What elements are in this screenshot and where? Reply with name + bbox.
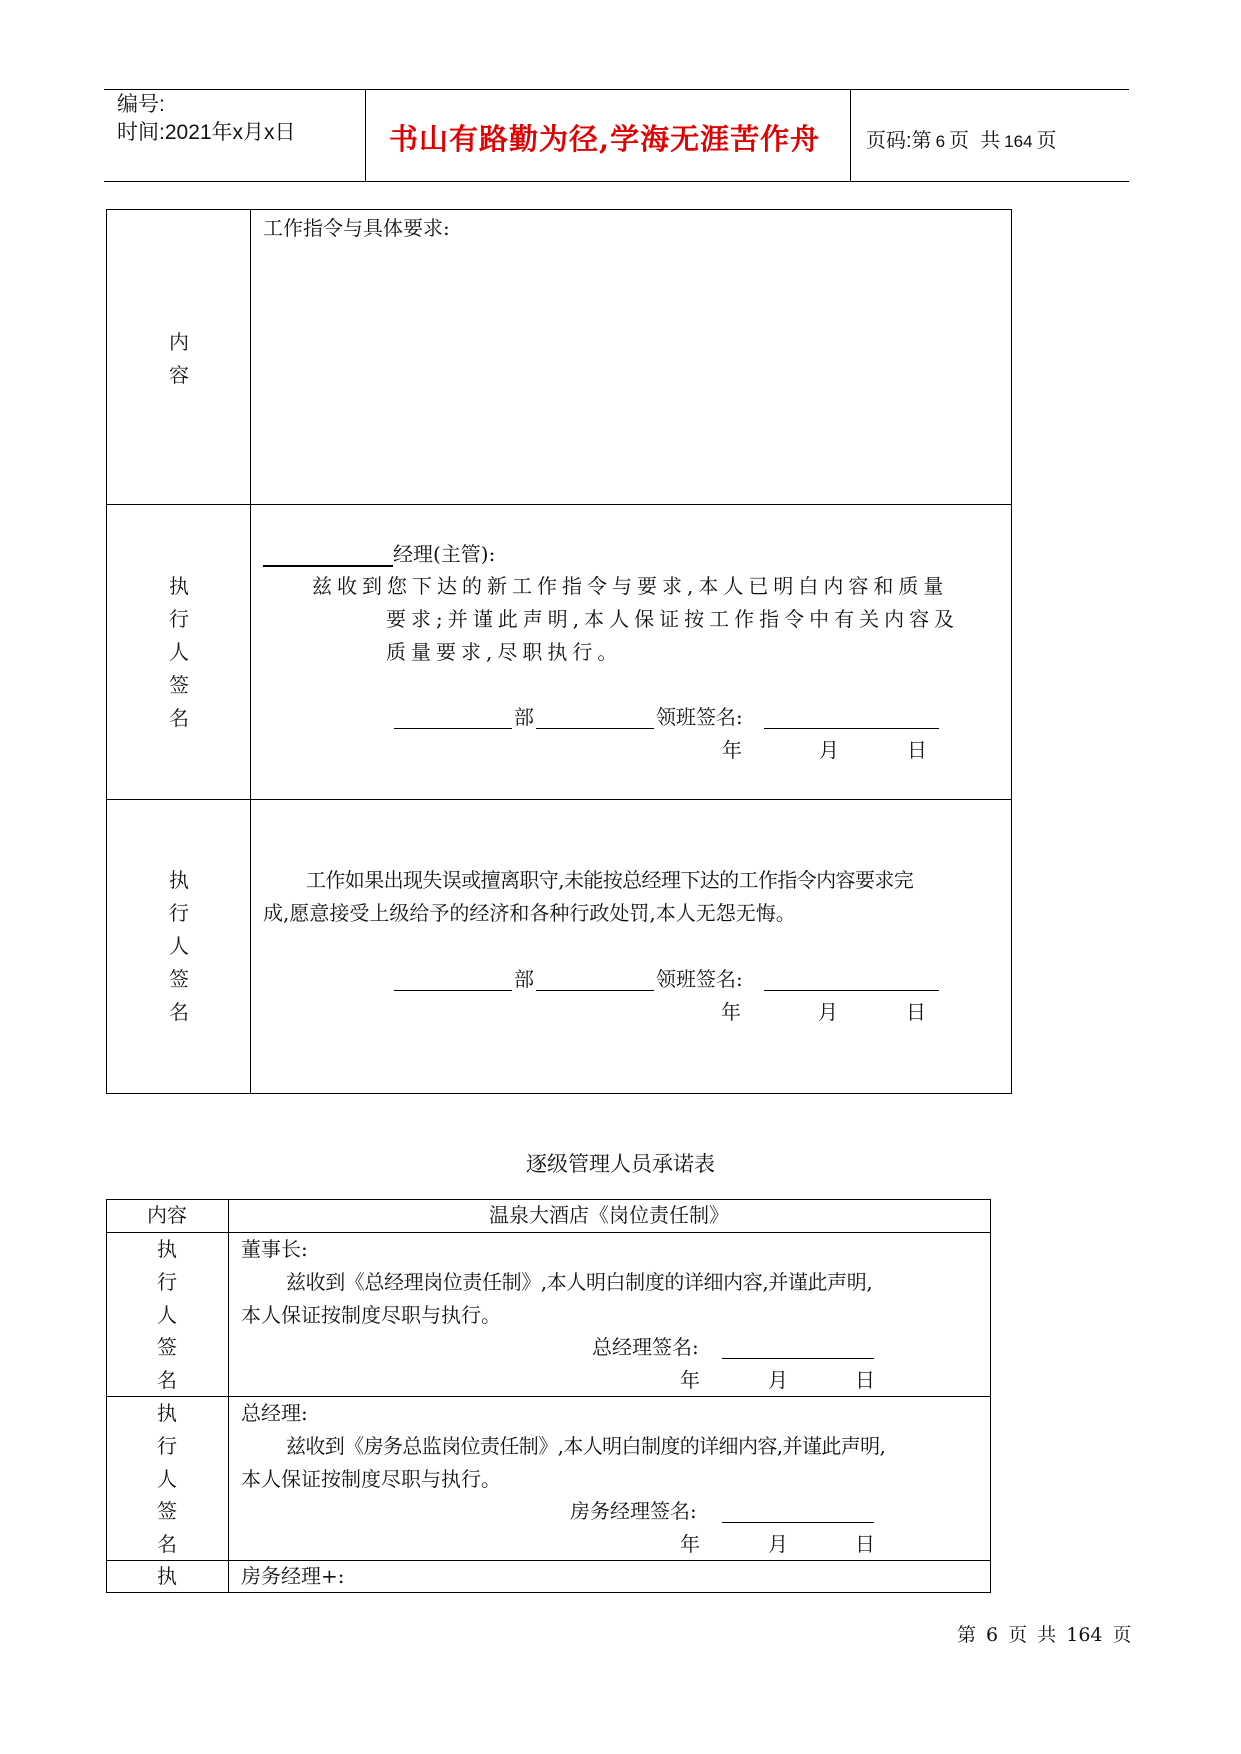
t2-header-system: 温泉大酒店《岗位责任制》: [489, 1203, 729, 1227]
t1-row2-dept: 部: [514, 705, 534, 729]
header-divider-2: [850, 89, 851, 182]
t1-row1-label: [164, 326, 194, 392]
t2-row2-label-char: 行: [157, 1433, 177, 1458]
t1-row3-dept-blank-2: [536, 990, 654, 991]
t1-row2-dept-blank-1: [394, 728, 512, 729]
t1-row2-sign-blank: [764, 728, 939, 729]
t2-row3-addressee: 房务经理+:: [241, 1564, 345, 1588]
page-number: 6: [935, 132, 946, 151]
t2-row2-label-char: 人: [157, 1466, 177, 1491]
t1-row3-day: 日: [906, 1000, 926, 1024]
t2-row2-day: 日: [855, 1532, 875, 1556]
t1-row2-label-char: 名: [169, 706, 189, 730]
t1-row1-label-char: 内: [169, 330, 189, 354]
header-motto: 书山有路勤为径,学海无涯苦作舟: [389, 122, 821, 156]
t2-row2-label-char: 执: [157, 1401, 177, 1425]
t2-rule-bottom: [106, 1592, 991, 1593]
t1-row2-label-char: 签: [169, 673, 189, 697]
t2-row2-label: [152, 1397, 182, 1561]
t1-row3-label-char: 人: [169, 934, 189, 958]
t1-row3-sign-blank: [764, 990, 939, 991]
t1-row2-dept-blank-2: [536, 728, 654, 729]
t2-header-content: 内容: [147, 1203, 187, 1227]
t2-row2-sign-blank: [722, 1522, 874, 1523]
t2-row1-day: 日: [855, 1368, 875, 1392]
t1-row3-label: [164, 864, 194, 1029]
t1-row2-label-char: 执: [169, 574, 189, 598]
t1-row2-line3: 质量要求,尽职执行。: [386, 640, 623, 664]
t2-row1-month: 月: [768, 1368, 788, 1392]
t1-row2-year: 年: [722, 738, 742, 762]
t2-row1-line2: 本人保证按制度尽职与执行。: [241, 1303, 501, 1327]
t1-row2-label-char: 行: [169, 607, 189, 631]
t2-row1-addressee: 董事长:: [241, 1237, 308, 1261]
t2-row2-line2: 本人保证按制度尽职与执行。: [241, 1467, 501, 1491]
t1-row3-dept: 部: [514, 967, 534, 991]
t2-row2-line1: 兹收到《房务总监岗位责任制》,本人明白制度的详细内容,并谨此声明,: [286, 1434, 886, 1458]
t2-row1-line1: 兹收到《总经理岗位责任制》,本人明白制度的详细内容,并谨此声明,: [286, 1270, 873, 1294]
t1-row1-text: 工作指令与具体要求:: [263, 216, 450, 240]
t1-row2-month: 月: [819, 738, 839, 762]
t2-rule-1: [106, 1232, 991, 1233]
t1-row3-dept-blank-1: [394, 990, 512, 991]
page-footer: 第 6 页 共 164 页: [957, 1624, 1132, 1646]
t1-row3-label-char: 名: [169, 1000, 189, 1024]
t1-row2-manager-label: 经理(主管):: [393, 542, 496, 566]
t1-row2-manager-blank: [263, 565, 393, 567]
t1-rule-2: [106, 799, 1012, 800]
t1-row3-year: 年: [721, 1000, 741, 1024]
t2-row1-label-char: 行: [157, 1269, 177, 1294]
t2-row1-label: [152, 1233, 182, 1397]
t2-row1-label-char: 执: [157, 1237, 177, 1261]
t1-row2-line2: 要求;并谨此声明,本人保证按工作指令中有关内容及: [386, 607, 960, 631]
t2-col-mid: [228, 1199, 229, 1593]
t1-rule-top: [106, 209, 1012, 210]
page-prefix: 页码:第: [866, 130, 932, 152]
t1-row2-label: [164, 570, 194, 735]
t2-row3-label: 执: [157, 1564, 177, 1588]
t2-row2-addressee: 总经理:: [241, 1401, 308, 1425]
t2-row1-label-char: 签: [157, 1335, 177, 1360]
t1-row2-line1: 兹收到您下达的新工作指令与要求,本人已明白内容和质量: [312, 574, 949, 598]
t1-row2-day: 日: [907, 738, 927, 762]
commitment-table-title: 逐级管理人员承诺表: [526, 1152, 715, 1176]
header-serial-label: 编号:: [117, 93, 165, 116]
page-total: 164: [1004, 132, 1033, 151]
page-suffix: 页: [1036, 130, 1057, 152]
header-divider-1: [365, 89, 366, 182]
header-top-rule: [104, 89, 1129, 90]
t2-col-right: [990, 1199, 991, 1593]
t2-row2-year: 年: [680, 1532, 700, 1556]
t1-row2-leader-sign: 领班签名:: [656, 705, 743, 729]
t1-col-mid: [250, 209, 251, 1094]
header-bottom-rule: [104, 181, 1129, 182]
t1-col-left: [106, 209, 107, 1094]
t1-row3-label-char: 行: [169, 901, 189, 925]
t1-row3-label-char: 执: [169, 868, 189, 892]
t2-row1-year: 年: [680, 1368, 700, 1392]
t1-col-right: [1011, 209, 1012, 1094]
t1-row3-month: 月: [818, 1000, 838, 1024]
page-mid: 页 共: [949, 130, 1001, 152]
t2-row2-label-char: 签: [157, 1499, 177, 1524]
t1-rule-1: [106, 504, 1012, 505]
header-time-label: 时间:2021年x月x日: [117, 121, 296, 144]
t2-row1-sign-blank: [722, 1358, 874, 1359]
t1-row1-label-char: 容: [169, 363, 189, 387]
t1-rule-bottom: [106, 1093, 1012, 1094]
t1-row3-leader-sign: 领班签名:: [656, 967, 743, 991]
t2-row2-month: 月: [768, 1532, 788, 1556]
t1-row3-label-char: 签: [169, 967, 189, 991]
t2-row2-sign: 房务经理签名:: [570, 1499, 697, 1523]
t2-row1-sign: 总经理签名:: [592, 1335, 699, 1359]
header-page-info: [866, 124, 1057, 153]
t1-row3-line2: 成,愿意接受上级给予的经济和各种行政处罚,本人无怨无悔。: [263, 901, 796, 925]
t2-row1-label-char: 名: [157, 1368, 177, 1393]
t2-col-left: [106, 1199, 107, 1593]
t1-row3-line1: 工作如果出现失误或擅离职守,未能按总经理下达的工作指令内容要求完: [306, 868, 914, 892]
t1-row2-label-char: 人: [169, 640, 189, 664]
t2-row2-label-char: 名: [157, 1532, 177, 1557]
t2-row1-label-char: 人: [157, 1302, 177, 1327]
